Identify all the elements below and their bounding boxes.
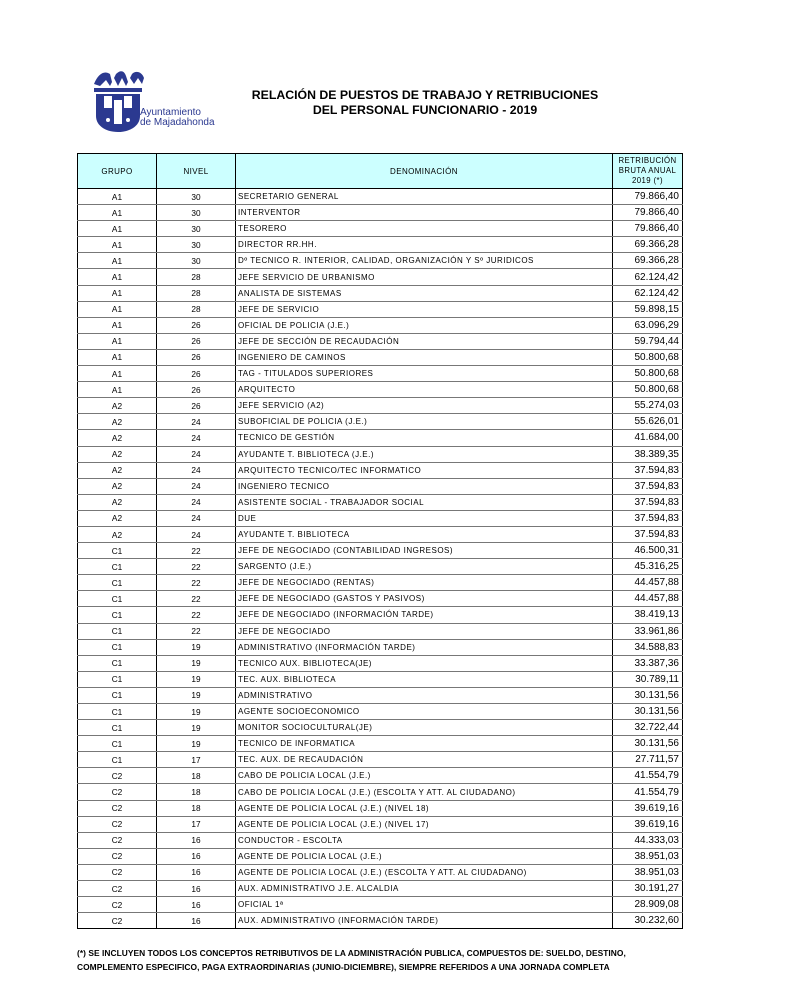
cell-retribucion: 34.588,83 (613, 639, 683, 655)
cell-retribucion: 50.800,68 (613, 366, 683, 382)
table-row (78, 881, 683, 897)
cell-denominacion: TECNICO DE GESTIÓN (236, 430, 613, 446)
table-row (78, 205, 683, 221)
table-row (78, 317, 683, 333)
cell-grupo: C1 (78, 607, 157, 623)
cell-retribucion: 59.898,15 (613, 301, 683, 317)
cell-denominacion: JEFE DE NEGOCIADO (236, 623, 613, 639)
cell-retribucion: 62.124,42 (613, 285, 683, 301)
table-row (78, 253, 683, 269)
cell-denominacion: AYUDANTE T. BIBLIOTECA (J.E.) (236, 446, 613, 462)
cell-retribucion: 41.554,79 (613, 784, 683, 800)
cell-retribucion: 44.457,88 (613, 575, 683, 591)
cell-grupo: A1 (78, 269, 157, 285)
cell-nivel: 26 (157, 382, 236, 398)
table-row (78, 221, 683, 237)
cell-retribucion: 39.619,16 (613, 816, 683, 832)
cell-grupo: A1 (78, 285, 157, 301)
table-row (78, 189, 683, 205)
table-row (78, 687, 683, 703)
cell-retribucion: 63.096,29 (613, 317, 683, 333)
col-header-grupo: GRUPO (78, 154, 157, 189)
cell-denominacion: ANALISTA DE SISTEMAS (236, 285, 613, 301)
table-row (78, 543, 683, 559)
table-row (78, 704, 683, 720)
cell-nivel: 18 (157, 784, 236, 800)
cell-denominacion: DUE (236, 510, 613, 526)
cell-retribucion: 41.684,00 (613, 430, 683, 446)
cell-grupo: A1 (78, 349, 157, 365)
cell-nivel: 19 (157, 671, 236, 687)
cell-grupo: C1 (78, 559, 157, 575)
cell-denominacion: ADMINISTRATIVO (236, 687, 613, 703)
cell-retribucion: 30.789,11 (613, 671, 683, 687)
cell-denominacion: AGENTE DE POLICIA LOCAL (J.E.) (236, 848, 613, 864)
cell-grupo: A2 (78, 414, 157, 430)
table-row (78, 752, 683, 768)
cell-denominacion: ARQUITECTO TECNICO/TEC INFORMATICO (236, 462, 613, 478)
cell-grupo: C2 (78, 848, 157, 864)
cell-nivel: 19 (157, 736, 236, 752)
table-row (78, 768, 683, 784)
cell-retribucion: 37.594,83 (613, 478, 683, 494)
cell-denominacion: OFICIAL 1ª (236, 897, 613, 913)
cell-nivel: 22 (157, 591, 236, 607)
cell-retribucion: 37.594,83 (613, 462, 683, 478)
cell-denominacion: MONITOR SOCIOCULTURAL(JE) (236, 720, 613, 736)
cell-denominacion: AUX. ADMINISTRATIVO J.E. ALCALDIA (236, 881, 613, 897)
cell-retribucion: 79.866,40 (613, 221, 683, 237)
cell-retribucion: 41.554,79 (613, 768, 683, 784)
col-header-nivel: NIVEL (157, 154, 236, 189)
table-row (78, 478, 683, 494)
cell-retribucion: 59.794,44 (613, 333, 683, 349)
cell-nivel: 18 (157, 768, 236, 784)
cell-grupo: C1 (78, 543, 157, 559)
cell-grupo: C1 (78, 671, 157, 687)
cell-retribucion: 55.626,01 (613, 414, 683, 430)
cell-retribucion: 55.274,03 (613, 398, 683, 414)
cell-nivel: 24 (157, 494, 236, 510)
cell-nivel: 28 (157, 269, 236, 285)
cell-denominacion: CONDUCTOR - ESCOLTA (236, 832, 613, 848)
cell-grupo: A1 (78, 382, 157, 398)
cell-nivel: 22 (157, 559, 236, 575)
cell-nivel: 16 (157, 864, 236, 880)
cell-denominacion: TEC. AUX. BIBLIOTECA (236, 671, 613, 687)
cell-denominacion: AGENTE DE POLICIA LOCAL (J.E.) (NIVEL 18) (236, 800, 613, 816)
table-row (78, 430, 683, 446)
cell-retribucion: 50.800,68 (613, 349, 683, 365)
cell-grupo: C1 (78, 736, 157, 752)
cell-denominacion: JEFE DE NEGOCIADO (INFORMACIÓN TARDE) (236, 607, 613, 623)
table-row (78, 800, 683, 816)
cell-denominacion: CABO DE POLICIA LOCAL (J.E.) (236, 768, 613, 784)
cell-nivel: 22 (157, 543, 236, 559)
table-row (78, 510, 683, 526)
table-row (78, 816, 683, 832)
cell-retribucion: 32.722,44 (613, 720, 683, 736)
cell-grupo: A2 (78, 478, 157, 494)
cell-grupo: A1 (78, 253, 157, 269)
table-row (78, 414, 683, 430)
table-row (78, 269, 683, 285)
cell-retribucion: 38.419,13 (613, 607, 683, 623)
cell-nivel: 17 (157, 816, 236, 832)
cell-retribucion: 30.131,56 (613, 687, 683, 703)
cell-nivel: 28 (157, 301, 236, 317)
cell-grupo: C1 (78, 639, 157, 655)
cell-nivel: 26 (157, 317, 236, 333)
cell-retribucion: 37.594,83 (613, 494, 683, 510)
cell-grupo: A1 (78, 301, 157, 317)
table-row (78, 639, 683, 655)
org-name-line2: de Majadahonda (140, 117, 215, 128)
cell-denominacion: INGENIERO DE CAMINOS (236, 349, 613, 365)
cell-nivel: 30 (157, 205, 236, 221)
cell-nivel: 22 (157, 623, 236, 639)
table-row (78, 398, 683, 414)
cell-retribucion: 44.457,88 (613, 591, 683, 607)
cell-retribucion: 37.594,83 (613, 510, 683, 526)
cell-denominacion: DIRECTOR RR.HH. (236, 237, 613, 253)
table-row (78, 559, 683, 575)
cell-nivel: 19 (157, 639, 236, 655)
cell-nivel: 30 (157, 189, 236, 205)
cell-nivel: 24 (157, 446, 236, 462)
cell-grupo: C2 (78, 832, 157, 848)
org-name-line1: Ayuntamiento (140, 107, 201, 118)
cell-retribucion: 39.619,16 (613, 800, 683, 816)
col-header-denominacion: DENOMINACIÓN (236, 154, 613, 189)
cell-grupo: A2 (78, 462, 157, 478)
cell-denominacion: JEFE DE SERVICIO (236, 301, 613, 317)
table-row (78, 462, 683, 478)
cell-grupo: C2 (78, 800, 157, 816)
cell-retribucion: 38.389,35 (613, 446, 683, 462)
col-header-retribucion (613, 154, 683, 189)
cell-retribucion: 44.333,03 (613, 832, 683, 848)
table-row (78, 366, 683, 382)
cell-nivel: 19 (157, 687, 236, 703)
cell-nivel: 16 (157, 897, 236, 913)
table-row (78, 736, 683, 752)
cell-retribucion: 30.191,27 (613, 881, 683, 897)
cell-retribucion: 45.316,25 (613, 559, 683, 575)
cell-nivel: 30 (157, 237, 236, 253)
table-row (78, 832, 683, 848)
table-row (78, 237, 683, 253)
cell-grupo: C1 (78, 575, 157, 591)
cell-grupo: C1 (78, 752, 157, 768)
cell-nivel: 30 (157, 221, 236, 237)
cell-nivel: 16 (157, 848, 236, 864)
cell-nivel: 24 (157, 462, 236, 478)
cell-denominacion: SECRETARIO GENERAL (236, 189, 613, 205)
cell-denominacion: ARQUITECTO (236, 382, 613, 398)
cell-denominacion: AGENTE DE POLICIA LOCAL (J.E.) (ESCOLTA Y ATT. AL CIUDADANO) (236, 864, 613, 880)
cell-denominacion: AGENTE DE POLICIA LOCAL (J.E.) (NIVEL 17) (236, 816, 613, 832)
table-row (78, 623, 683, 639)
cell-retribucion: 27.711,57 (613, 752, 683, 768)
cell-retribucion: 79.866,40 (613, 205, 683, 221)
cell-nivel: 26 (157, 398, 236, 414)
table-row (78, 349, 683, 365)
cell-denominacion: SUBOFICIAL DE POLICIA (J.E.) (236, 414, 613, 430)
table-row (78, 655, 683, 671)
cell-nivel: 26 (157, 349, 236, 365)
cell-denominacion: ASISTENTE SOCIAL - TRABAJADOR SOCIAL (236, 494, 613, 510)
cell-grupo: A2 (78, 398, 157, 414)
cell-nivel: 24 (157, 478, 236, 494)
cell-nivel: 16 (157, 881, 236, 897)
cell-nivel: 24 (157, 510, 236, 526)
cell-retribucion: 46.500,31 (613, 543, 683, 559)
table-row (78, 575, 683, 591)
cell-grupo: C2 (78, 897, 157, 913)
table-row (78, 591, 683, 607)
cell-retribucion: 33.387,36 (613, 655, 683, 671)
cell-nivel: 24 (157, 430, 236, 446)
table-body (78, 189, 683, 929)
cell-retribucion: 50.800,68 (613, 382, 683, 398)
cell-denominacion: TAG - TITULADOS SUPERIORES (236, 366, 613, 382)
cell-grupo: A1 (78, 221, 157, 237)
cell-nivel: 22 (157, 575, 236, 591)
cell-grupo: A2 (78, 494, 157, 510)
cell-grupo: C2 (78, 864, 157, 880)
cell-grupo: A2 (78, 430, 157, 446)
cell-denominacion: ADMINISTRATIVO (INFORMACIÓN TARDE) (236, 639, 613, 655)
page-title-line2: DEL PERSONAL FUNCIONARIO - 2019 (312, 103, 538, 117)
cell-nivel: 26 (157, 333, 236, 349)
cell-denominacion: JEFE SERVICIO (A2) (236, 398, 613, 414)
cell-nivel: 19 (157, 655, 236, 671)
table-row (78, 301, 683, 317)
cell-denominacion: JEFE DE NEGOCIADO (RENTAS) (236, 575, 613, 591)
table-row (78, 848, 683, 864)
cell-denominacion: OFICIAL DE POLICIA (J.E.) (236, 317, 613, 333)
cell-denominacion: TECNICO AUX. BIBLIOTECA(JE) (236, 655, 613, 671)
col-header-retribucion-line3: 2019 (*) (632, 176, 663, 185)
table-row (78, 671, 683, 687)
cell-nivel: 24 (157, 414, 236, 430)
table-row (78, 864, 683, 880)
cell-denominacion: AUX. ADMINISTRATIVO (INFORMACIÓN TARDE) (236, 913, 613, 929)
cell-grupo: A1 (78, 333, 157, 349)
cell-grupo: C2 (78, 913, 157, 929)
cell-denominacion: TESORERO (236, 221, 613, 237)
cell-grupo: C1 (78, 623, 157, 639)
cell-grupo: C2 (78, 784, 157, 800)
footnote: (*) SE INCLUYEN TODOS LOS CONCEPTOS RETRIBUTIVOS DE LA ADMINISTRACIÓN PUBLICA, COMPUESTOS DE: SUELDO, DESTINO, COMPLEMENTO ESPECIFICO, PAGA EXTRAORDINARIAS (JUNIO-DICIEMBRE), SIEMPRE REFERIDOS A UNA JORNADA COMPLETA (77, 948, 626, 972)
table-header-row (78, 154, 683, 189)
cell-retribucion: 79.866,40 (613, 189, 683, 205)
cell-nivel: 26 (157, 366, 236, 382)
col-header-retribucion-line2: BRUTA ANUAL (618, 166, 677, 175)
cell-retribucion: 38.951,03 (613, 864, 683, 880)
cell-nivel: 22 (157, 607, 236, 623)
cell-denominacion: JEFE DE SECCIÓN DE RECAUDACIÓN (236, 333, 613, 349)
cell-denominacion: AGENTE SOCIOECONOMICO (236, 704, 613, 720)
cell-nivel: 28 (157, 285, 236, 301)
col-header-retribucion-line1: RETRIBUCIÓN (618, 156, 677, 165)
cell-nivel: 16 (157, 913, 236, 929)
cell-denominacion: INTERVENTOR (236, 205, 613, 221)
table-row (78, 446, 683, 462)
cell-nivel: 19 (157, 704, 236, 720)
table-row (78, 333, 683, 349)
cell-denominacion: JEFE DE NEGOCIADO (CONTABILIDAD INGRESOS) (236, 543, 613, 559)
cell-grupo: C1 (78, 655, 157, 671)
cell-nivel: 30 (157, 253, 236, 269)
page-title-line1: RELACIÓN DE PUESTOS DE TRABAJO Y RETRIBUCIONES (251, 88, 599, 102)
cell-retribucion: 30.232,60 (613, 913, 683, 929)
cell-retribucion: 28.909,08 (613, 897, 683, 913)
cell-denominacion: SARGENTO (J.E.) (236, 559, 613, 575)
cell-retribucion: 69.366,28 (613, 253, 683, 269)
cell-retribucion: 37.594,83 (613, 526, 683, 542)
cell-nivel: 17 (157, 752, 236, 768)
cell-denominacion: CABO DE POLICIA LOCAL (J.E.) (ESCOLTA Y ATT. AL CIUDADANO) (236, 784, 613, 800)
cell-grupo: A2 (78, 510, 157, 526)
cell-grupo: A1 (78, 189, 157, 205)
cell-grupo: C1 (78, 704, 157, 720)
cell-grupo: A1 (78, 205, 157, 221)
cell-nivel: 18 (157, 800, 236, 816)
table-row (78, 494, 683, 510)
salary-table (77, 153, 683, 929)
cell-retribucion: 33.961,86 (613, 623, 683, 639)
table-row (78, 607, 683, 623)
cell-retribucion: 30.131,56 (613, 736, 683, 752)
cell-grupo: C2 (78, 881, 157, 897)
cell-grupo: C1 (78, 720, 157, 736)
cell-denominacion: TECNICO DE INFORMATICA (236, 736, 613, 752)
cell-grupo: A2 (78, 446, 157, 462)
table-row (78, 784, 683, 800)
cell-grupo: A1 (78, 237, 157, 253)
cell-nivel: 19 (157, 720, 236, 736)
cell-denominacion: TEC. AUX. DE RECAUDACIÓN (236, 752, 613, 768)
cell-retribucion: 69.366,28 (613, 237, 683, 253)
cell-grupo: C1 (78, 687, 157, 703)
cell-grupo: A2 (78, 526, 157, 542)
cell-grupo: A1 (78, 317, 157, 333)
cell-denominacion: Dº TECNICO R. INTERIOR, CALIDAD, ORGANIZACIÓN Y Sº JURIDICOS (236, 253, 613, 269)
cell-grupo: C2 (78, 816, 157, 832)
cell-retribucion: 30.131,56 (613, 704, 683, 720)
table-row (78, 285, 683, 301)
table-row (78, 913, 683, 929)
cell-grupo: C2 (78, 768, 157, 784)
cell-denominacion: AYUDANTE T. BIBLIOTECA (236, 526, 613, 542)
cell-grupo: C1 (78, 591, 157, 607)
cell-nivel: 16 (157, 832, 236, 848)
cell-denominacion: INGENIERO TECNICO (236, 478, 613, 494)
cell-grupo: A1 (78, 366, 157, 382)
table-row (78, 382, 683, 398)
table-row (78, 526, 683, 542)
cell-denominacion: JEFE DE NEGOCIADO (GASTOS Y PASIVOS) (236, 591, 613, 607)
cell-denominacion: JEFE SERVICIO DE URBANISMO (236, 269, 613, 285)
table-row (78, 720, 683, 736)
table-row (78, 897, 683, 913)
cell-retribucion: 62.124,42 (613, 269, 683, 285)
cell-retribucion: 38.951,03 (613, 848, 683, 864)
cell-nivel: 24 (157, 526, 236, 542)
